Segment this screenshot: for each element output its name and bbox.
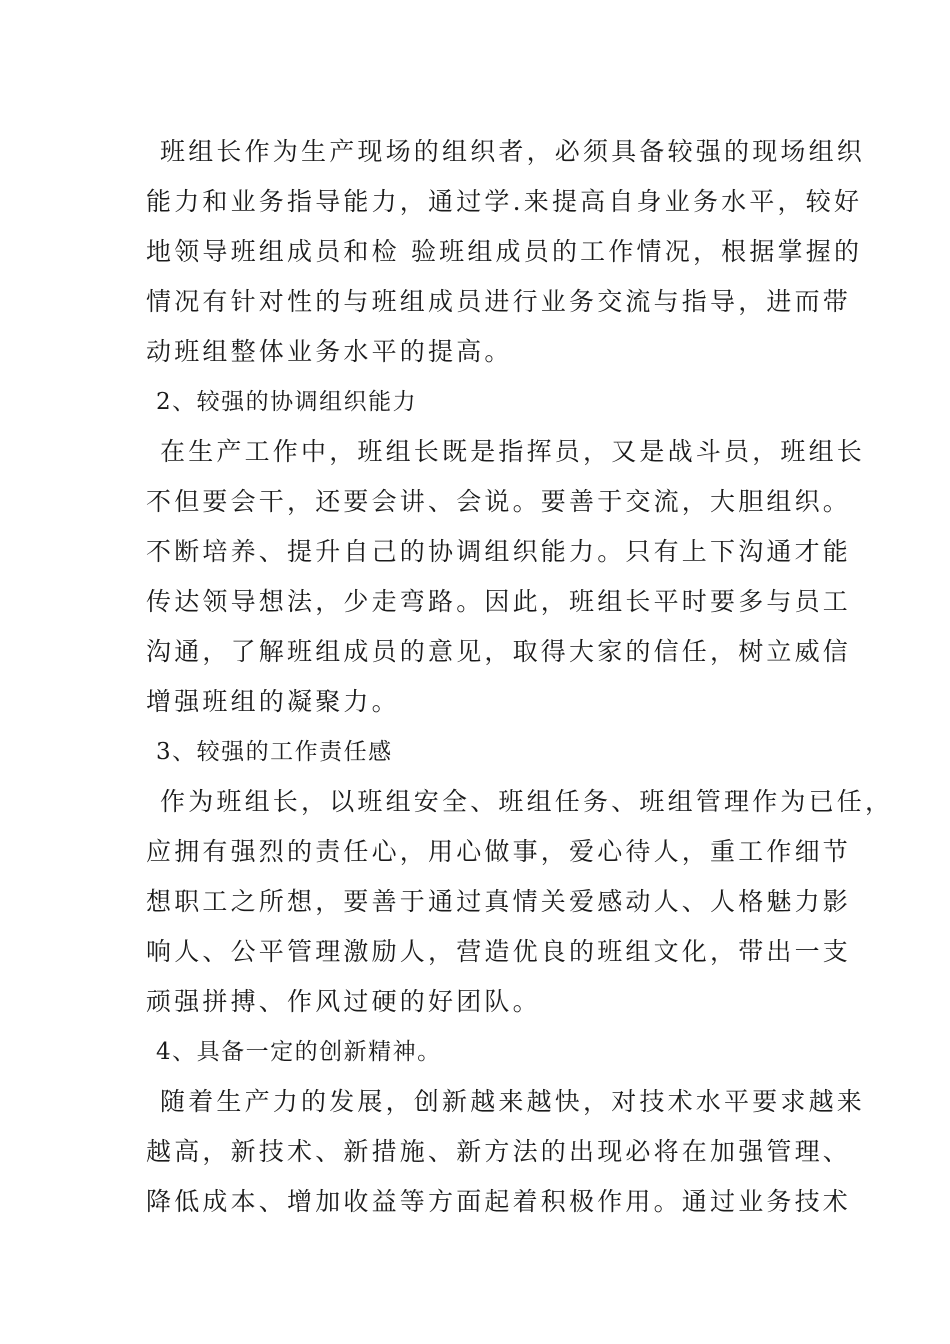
paragraph-line: 班组长作为生产现场的组织者，必须具备较强的现场组织 [160,137,866,166]
paragraph-line: 情况有针对性的与班组成员进行业务交流与指导，进而带 [146,287,852,316]
paragraph-line: 随着生产力的发展，创新越来越快，对技术水平要求越来 [160,1087,866,1116]
section-heading: 3、较强的工作责任感 [156,739,393,765]
paragraph-line: 响人、公平管理激励人，营造优良的班组文化，带出一支 [146,937,852,966]
paragraph-line: 应拥有强烈的责任心，用心做事，爱心待人，重工作细节 [146,837,852,866]
paragraph-line: 不断培养、提升自己的协调组织能力。只有上下沟通才能 [146,537,852,566]
paragraph-line: 降低成本、增加收益等方面起着积极作用。通过业务技术 [146,1187,852,1216]
paragraph-line: 地领导班组成员和检 验班组成员的工作情况，根据掌握的 [146,237,863,266]
paragraph-line: 顽强拼搏、作风过硬的好团队。 [146,987,541,1016]
paragraph-line: 不但要会干，还要会讲、会说。要善于交流，大胆组织。 [146,487,852,516]
paragraph-line: 能力和业务指导能力，通过学.来提高自身业务水平，较好 [146,187,863,216]
paragraph-line: 在生产工作中，班组长既是指挥员，又是战斗员，班组长 [160,437,866,466]
paragraph-line: 想职工之所想，要善于通过真情关爱感动人、人格魅力影 [146,887,852,916]
paragraph-line: 增强班组的凝聚力。 [146,687,400,716]
paragraph-line: 动班组整体业务水平的提高。 [146,337,513,366]
paragraph-line: 传达领导想法，少走弯路。因此，班组长平时要多与员工 [146,587,852,616]
paragraph-line: 沟通，了解班组成员的意见，取得大家的信任，树立威信 [146,637,852,666]
section-heading: 2、较强的协调组织能力 [156,389,418,415]
section-heading: 4、具备一定的创新精神。 [156,1039,442,1065]
paragraph-line: 越高，新技术、新措施、新方法的出现必将在加强管理、 [146,1137,852,1166]
paragraph-line: 作为班组长，以班组安全、班组任务、班组管理作为已任， [160,787,894,816]
